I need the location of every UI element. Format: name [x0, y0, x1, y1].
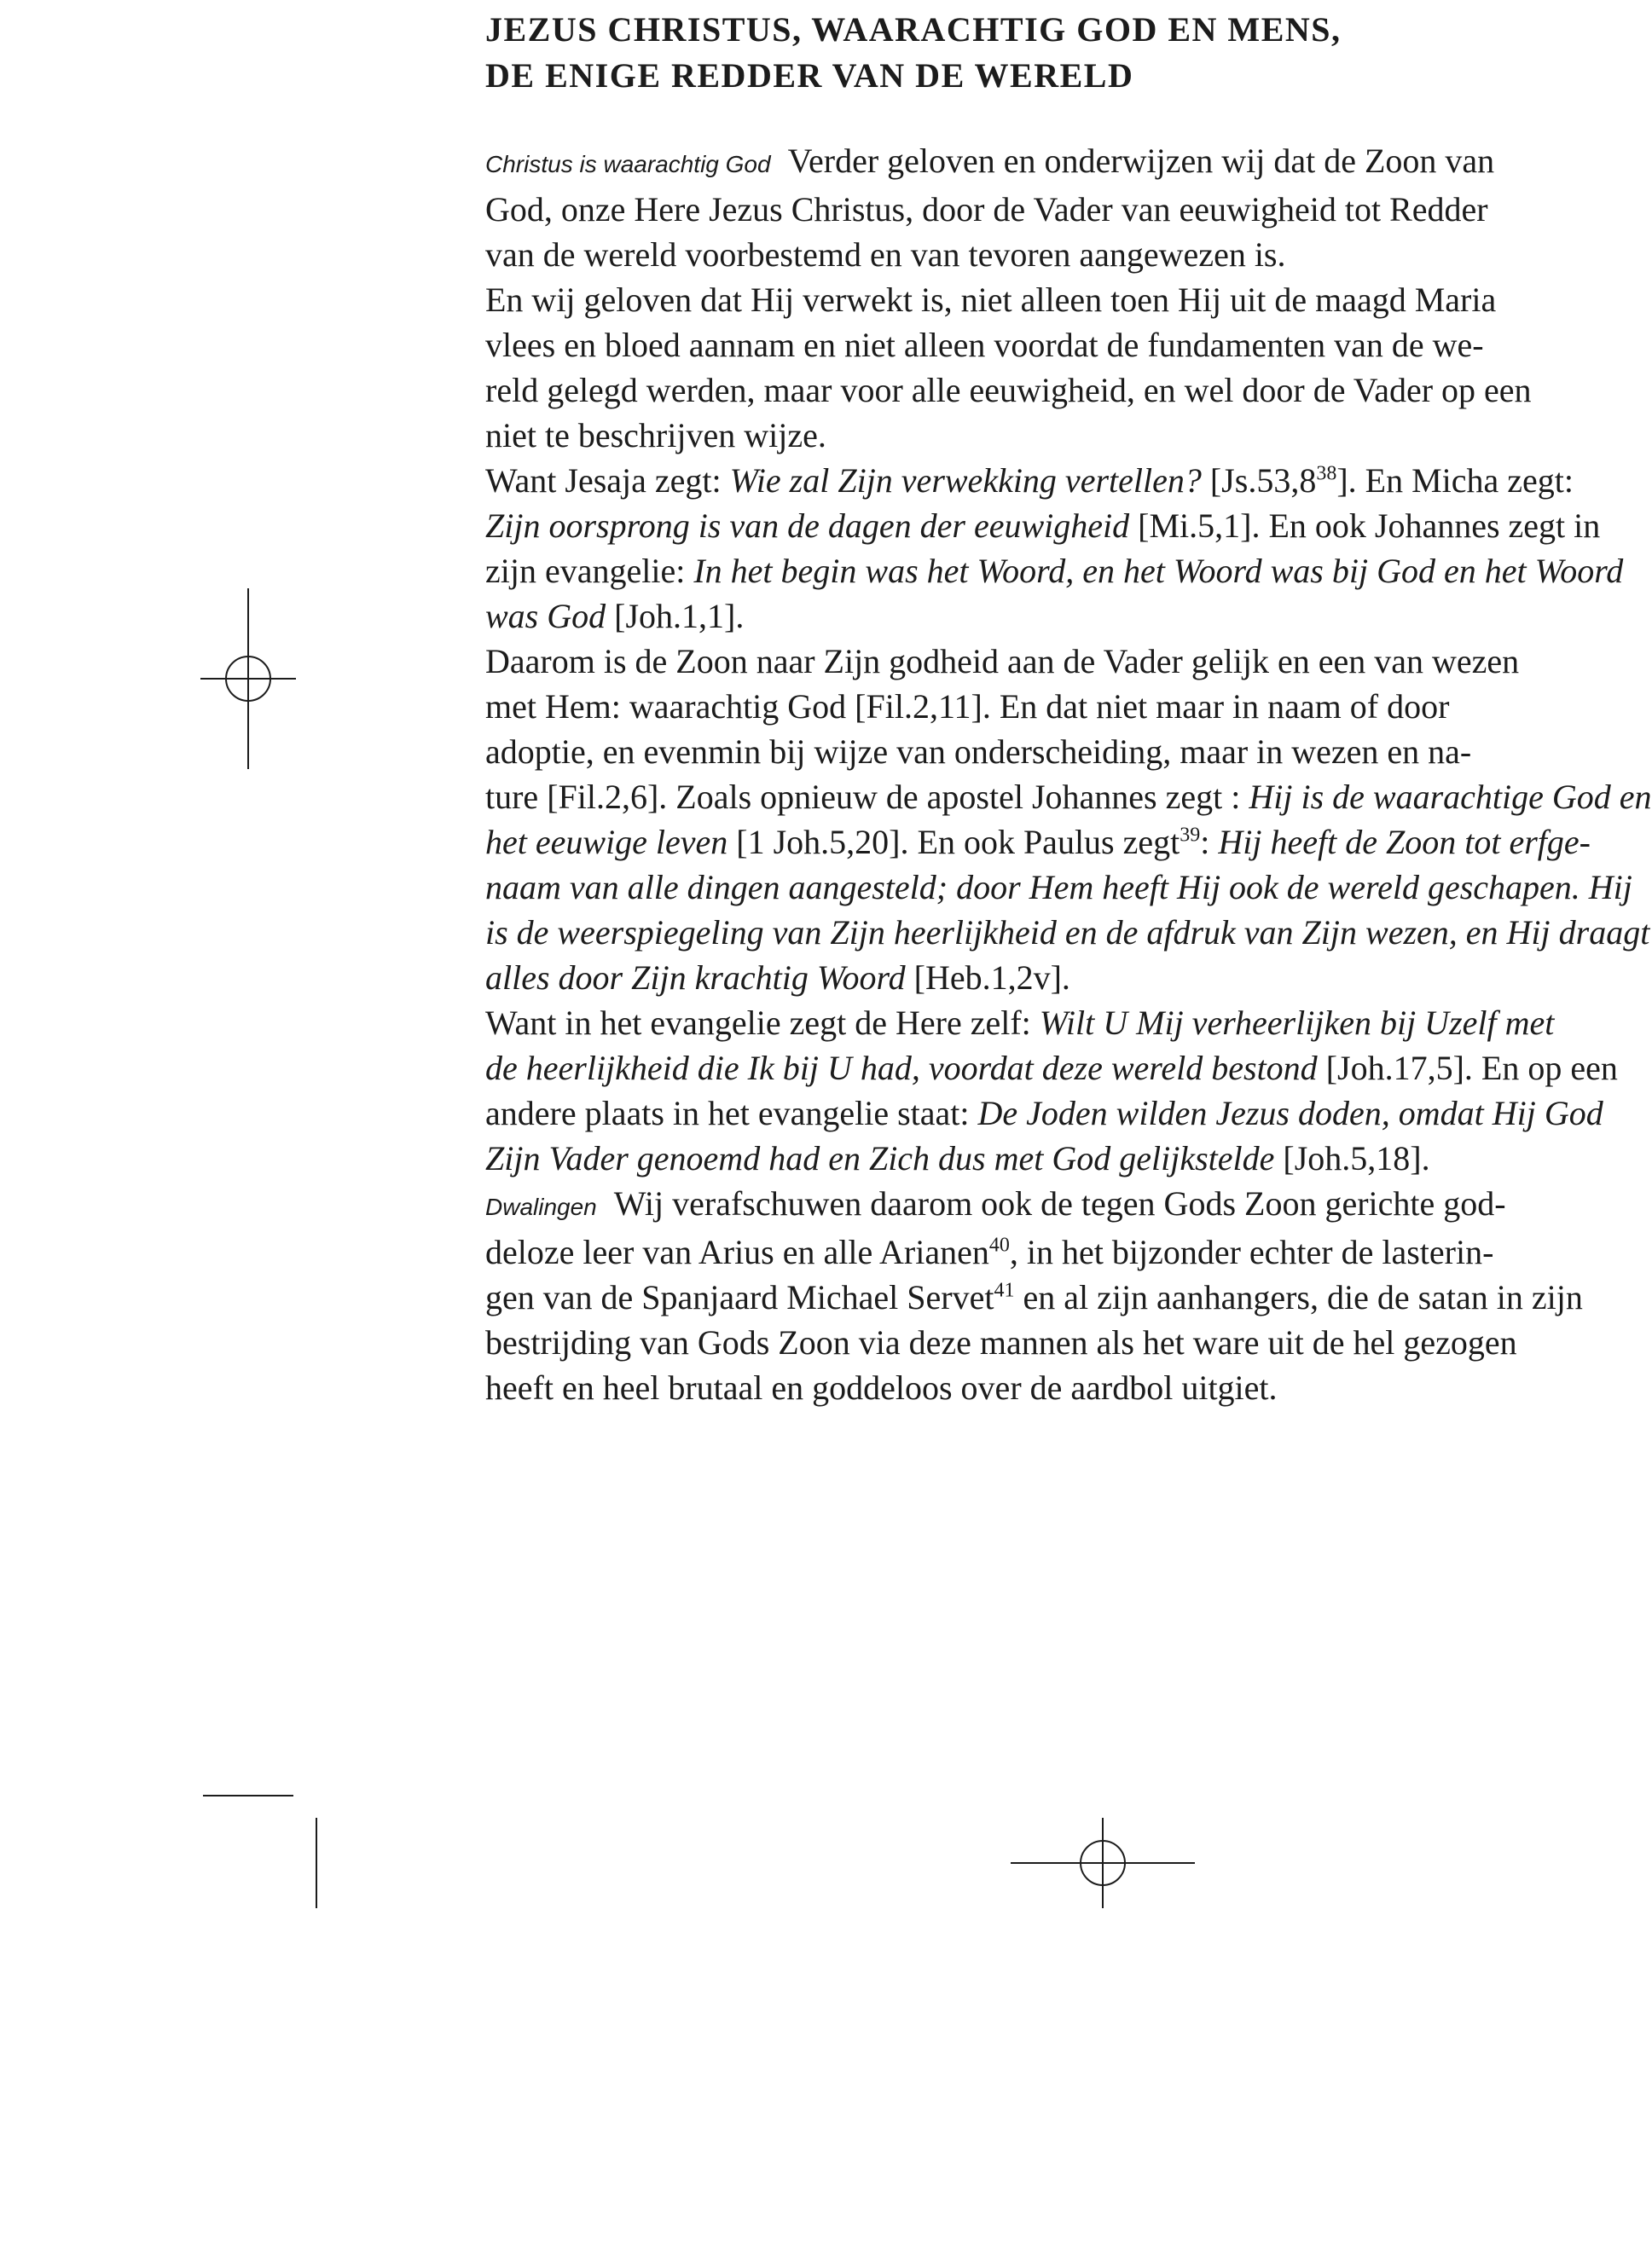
scripture-quote: Zijn Vader genoemd had en Zich dus met God gelijkstelde	[485, 1139, 1275, 1177]
text-line: Want in het evangelie zegt de Here zelf: Wilt U Mij verheerlijken bij Uzelf met	[485, 1004, 1555, 1042]
text-line: heeft en heel brutaal en goddeloos over de aardbol uitgiet.	[485, 1368, 1278, 1407]
scripture-quote: De Joden wilden Jezus doden, omdat Hij God	[977, 1094, 1603, 1132]
heading-line-1: JEZUS CHRISTUS, WAARACHTIG GOD EN MENS,	[485, 10, 1342, 49]
text-line: Zijn Vader genoemd had en Zich dus met God gelijkstelde [Joh.5,18].	[485, 1139, 1430, 1177]
text-line: reld gelegd werden, maar voor alle eeuwigheid, en wel door de Vader op een	[485, 371, 1532, 409]
text-line: niet te beschrijven wijze.	[485, 416, 826, 454]
scripture-quote: Hij heeft de Zoon tot erfge-	[1218, 823, 1591, 861]
text-line: het eeuwige leven [1 Joh.5,20]. En ook Paulus zegt$^{39}$: Hij heeft de Zoon tot erfge-	[485, 823, 1591, 861]
text-line: vlees en bloed aannam en niet alleen voordat de fundamenten van de we-	[485, 326, 1484, 364]
text-line: God, onze Here Jezus Christus, door de Vader van eeuwigheid tot Redder	[485, 190, 1488, 229]
margin-note-errors: Dwalingen	[485, 1194, 597, 1220]
footnote-ref: 40	[988, 1234, 1010, 1257]
text-line: Christus is waarachtig God Verder geloven en onderwijzen wij dat de Zoon van	[485, 142, 1495, 180]
scripture-quote: Wilt U Mij verheerlijken bij Uzelf met	[1039, 1004, 1555, 1042]
footnote-ref: 38	[1316, 462, 1337, 485]
text-line: van de wereld voorbestemd en van tevoren aangewezen is.	[485, 235, 1286, 274]
text-line: de heerlijkheid die Ik bij U had, voordat deze wereld bestond [Joh.17,5]. En op een	[485, 1049, 1618, 1087]
crop-mark-vertical	[316, 1818, 317, 1908]
margin-note-christ-true-god: Christus is waarachtig God	[485, 151, 771, 177]
scripture-quote: Wie zal Zijn verwekking vertellen?	[729, 461, 1202, 500]
scripture-quote: het eeuwige leven	[485, 823, 728, 861]
text-line: adoptie, en evenmin bij wijze van onderscheiding, maar in wezen en na-	[485, 732, 1472, 771]
text-line: Zijn oorsprong is van de dagen der eeuwigheid [Mi.5,1]. En ook Johannes zegt in	[485, 506, 1601, 545]
heading-line-2: DE ENIGE REDDER VAN DE WERELD	[485, 56, 1134, 95]
text-line: met Hem: waarachtig God [Fil.2,11]. En dat niet maar in naam of door	[485, 687, 1450, 726]
scripture-quote: de heerlijkheid die Ik bij U had, voordat deze wereld bestond	[485, 1049, 1318, 1087]
text-line: andere plaats in het evangelie staat: De Joden wilden Jezus doden, omdat Hij God	[485, 1094, 1603, 1132]
text-line: alles door Zijn krachtig Woord [Heb.1,2v].	[485, 958, 1070, 997]
text-line: Dwalingen Wij verafschuwen daarom ook de tegen Gods Zoon gerichte god-	[485, 1184, 1506, 1223]
text-line: zijn evangelie: In het begin was het Woord, en het Woord was bij God en het Woord	[485, 552, 1624, 590]
scripture-quote: Hij is de waarachtige God en	[1249, 778, 1652, 816]
text-line: Daarom is de Zoon naar Zijn godheid aan de Vader gelijk en een van wezen	[485, 642, 1520, 680]
registration-mark-icon	[200, 588, 296, 769]
footnote-ref: 39	[1180, 824, 1201, 847]
text-line: gen van de Spanjaard Michael Servet$^{41}$ en al zijn aanhangers, die de satan in zijn	[485, 1278, 1583, 1316]
text-line: is de weerspiegeling van Zijn heerlijkheid en de afdruk van Zijn wezen, en Hij draagt	[485, 913, 1650, 952]
text-line: En wij geloven dat Hij verwekt is, niet alleen toen Hij uit de maagd Maria	[485, 281, 1497, 319]
text-line: naam van alle dingen aangesteld; door Hem heeft Hij ook de wereld geschapen. Hij	[485, 868, 1632, 906]
text-line: ture [Fil.2,6]. Zoals opnieuw de apostel Johannes zegt : Hij is de waarachtige God en	[485, 778, 1652, 816]
text-line: bestrijding van Gods Zoon via deze mannen als het ware uit de hel gezogen	[485, 1323, 1517, 1362]
text-line: Want Jesaja zegt: Wie zal Zijn verwekking vertellen? [Js.53,8$^{38}$]. En Micha zegt:	[485, 461, 1574, 500]
text-line: was God [Joh.1,1].	[485, 597, 745, 635]
text-line: deloze leer van Arius en alle Arianen$^{40}$, in het bijzonder echter de lasterin-	[485, 1233, 1494, 1271]
body-text	[485, 138, 1652, 1410]
crop-mark-horizontal	[203, 1795, 293, 1796]
scripture-quote: was God	[485, 597, 606, 635]
registration-mark-icon	[1011, 1818, 1195, 1908]
section-heading	[485, 7, 1342, 99]
footnote-ref: 41	[994, 1279, 1015, 1302]
scripture-quote: Zijn oorsprong is van de dagen der eeuwigheid	[485, 506, 1130, 545]
scripture-quote: alles door Zijn krachtig Woord	[485, 958, 906, 997]
scripture-quote: In het begin was het Woord, en het Woord was bij God en het Woord	[693, 552, 1624, 590]
